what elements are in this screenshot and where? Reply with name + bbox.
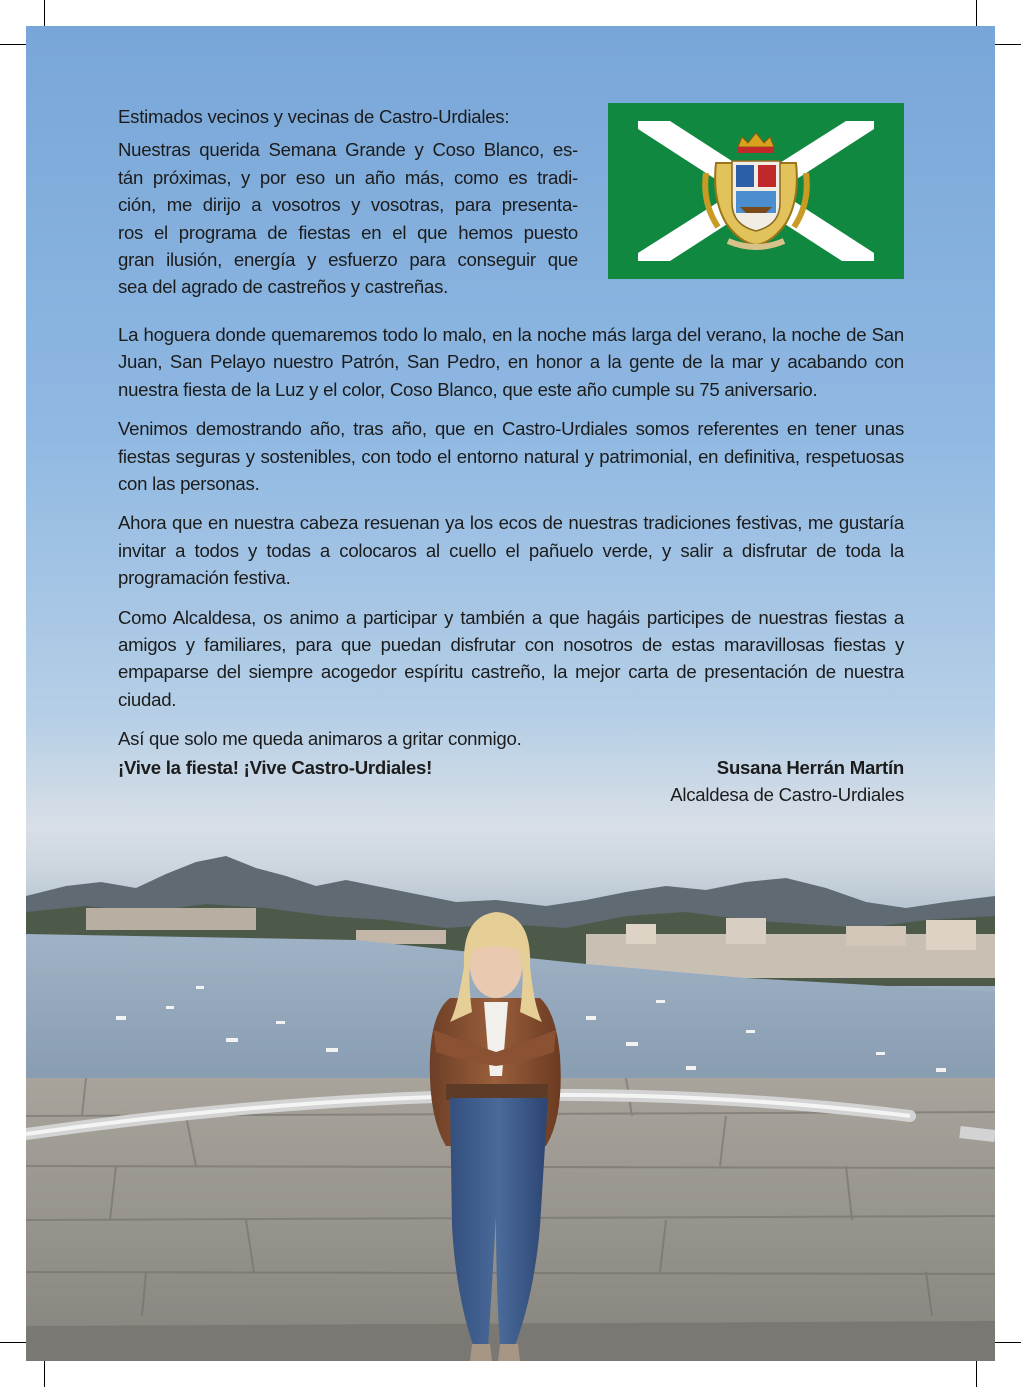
paragraph: La hoguera donde quemaremos todo lo malo, en la noche más larga del verano, la noche de San Juan, San Pelayo nuestro Patrón, San Pedro, en honor a la gente de la mar y acabando con nuestra fiesta de la Luz y el color, Coso Blanco, que este año cumple su 75 aniversario. xyxy=(118,324,904,400)
letter-intro xyxy=(118,103,578,301)
intro-line: ción, me dirijo a vosotros y vosotras, para presenta- xyxy=(118,194,578,216)
crop-mark xyxy=(44,0,45,26)
intro-line: Nuestras querida Semana Grande y Coso Blanco, es- xyxy=(118,139,578,161)
crop-mark xyxy=(995,44,1021,45)
signature-block xyxy=(574,754,904,809)
intro-line: gran ilusión, energía y esfuerzo para conseguir que xyxy=(118,249,578,271)
crop-mark xyxy=(976,1361,977,1387)
intro-line: ros el programa de fiestas en el que hemos puesto xyxy=(118,221,578,243)
crop-mark xyxy=(976,0,977,26)
greeting: Estimados vecinos y vecinas de Castro-Urdiales: xyxy=(118,106,510,127)
paragraph: Ahora que en nuestra cabeza resuenan ya los ecos de nuestras tradiciones festivas, me gustaría invitar a todos y todas a colocaros al cuello el pañuelo verde, y salir a disfrutar de toda la programación festiva. xyxy=(118,512,904,589)
intro-line: tán próximas, y por eso un año más, como es tradi- xyxy=(118,166,578,188)
crop-mark xyxy=(995,1342,1021,1343)
letter-page xyxy=(26,26,995,1361)
crop-mark xyxy=(0,44,26,45)
paragraph: Venimos demostrando año, tras año, que en Castro-Urdiales somos referentes en tener unas fiestas seguras y sostenibles, con todo el entorno natural y patrimonial, en definitiva, respetuosas con las personas. xyxy=(118,418,904,495)
signature-name: Susana Herrán Martín xyxy=(716,757,904,778)
signature-title: Alcaldesa de Castro-Urdiales xyxy=(670,784,904,806)
closing-line: Así que solo me queda animaros a gritar conmigo. xyxy=(118,728,522,750)
cheer-line: ¡Vive la fiesta! ¡Vive Castro-Urdiales! xyxy=(118,757,433,778)
mayor-portrait-over-bay-photo xyxy=(26,816,995,1361)
crop-mark xyxy=(0,1342,26,1343)
castro-urdiales-flag xyxy=(608,103,904,279)
letter-body xyxy=(118,321,904,753)
crop-mark xyxy=(44,1361,45,1387)
paragraph: Como Alcaldesa, os animo a participar y también a que hagáis participes de nuestras fiestas a amigos y familiares, para que puedan disfrutar con nosotros de estas maravillosas fiestas y empaparse del siempre acogedor espíritu castreño, la mejor carta de presentación de nuestra ciudad. xyxy=(118,606,904,710)
intro-line: sea del agrado de castreños y castreñas. xyxy=(118,276,449,298)
